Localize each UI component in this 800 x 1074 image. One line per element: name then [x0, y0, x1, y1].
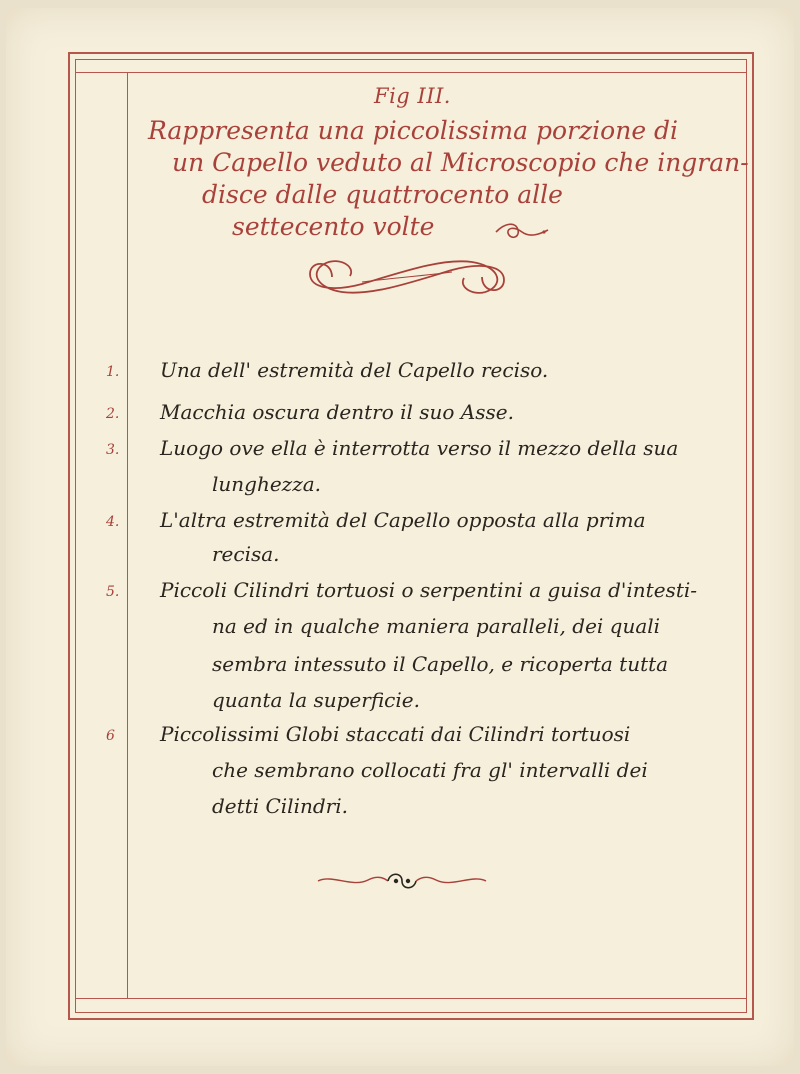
item-line: Macchia oscura dentro il suo Asse.	[160, 400, 514, 424]
item-line: quanta la superficie.	[212, 688, 420, 712]
item-number: 2.	[106, 406, 120, 422]
item-number: 6	[106, 728, 115, 744]
item-line: che sembrano collocati fra gl' intervalli dei	[212, 758, 648, 782]
tail-flourish	[492, 220, 552, 244]
bottom-rule	[75, 998, 747, 999]
item-line: Una dell' estremità del Capello reciso.	[160, 358, 549, 382]
item-line: Piccolissimi Globi staccati dai Cilindri tortuosi	[160, 722, 631, 746]
margin-rule	[127, 72, 128, 998]
title-line-2: un Capello veduto al Microscopio che ingran-	[172, 148, 749, 177]
title-line-4: settecento volte	[232, 212, 435, 241]
item-number: 3.	[106, 442, 120, 458]
item-line: L'altra estremità del Capello opposta alla prima	[160, 508, 646, 532]
title-line-1: Rappresenta una piccolissima porzione di	[148, 116, 679, 145]
top-rule	[75, 72, 747, 73]
item-line: sembra intessuto il Capello, e ricoperta tutta	[212, 652, 669, 676]
manuscript-page	[6, 8, 794, 1066]
item-line: Luogo ove ella è interrotta verso il mezzo della sua	[160, 436, 679, 460]
closing-flourish	[312, 866, 492, 896]
item-number: 5.	[106, 584, 120, 600]
item-line: na ed in qualche maniera paralleli, dei quali	[212, 614, 661, 638]
title-line-3: disce dalle quattrocento alle	[202, 180, 563, 209]
item-line: recisa.	[212, 542, 280, 566]
item-line: lunghezza.	[212, 472, 322, 496]
title-flourish	[302, 252, 512, 302]
item-number: 1.	[106, 364, 120, 380]
item-line: detti Cilindri.	[212, 794, 348, 818]
item-line: Piccoli Cilindri tortuosi o serpentini a guisa d'intesti-	[160, 578, 698, 602]
figure-label: Fig III.	[374, 84, 451, 108]
item-number: 4.	[106, 514, 120, 530]
